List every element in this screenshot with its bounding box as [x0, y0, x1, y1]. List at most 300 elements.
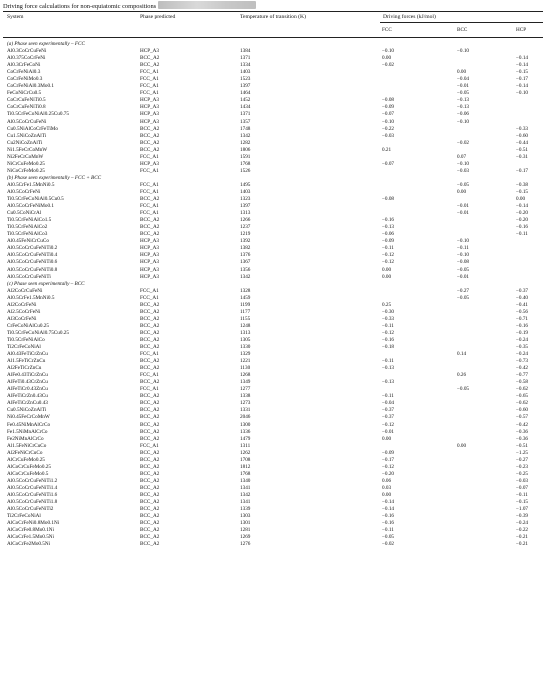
temperature-cell: 1812	[240, 463, 251, 470]
table-row	[0, 351, 551, 358]
phase-cell: BCC_A2	[140, 527, 160, 534]
hcp-cell: −0.33	[516, 125, 529, 132]
phase-cell: HCP_A3	[140, 245, 160, 252]
header-phase: Phase predicted	[140, 14, 176, 20]
phase-cell: BCC_A2	[140, 492, 160, 498]
temperature-cell: 1479	[240, 435, 251, 442]
phase-cell: BCC_A2	[140, 470, 160, 477]
system-cell: Ni2FeCrCoMnW	[7, 153, 44, 160]
temperature-cell: 1329	[240, 351, 251, 358]
table-row	[0, 288, 551, 295]
table-row	[0, 238, 551, 245]
table-caption	[3, 1, 256, 10]
table-row	[0, 316, 551, 323]
table-row	[0, 513, 551, 520]
system-cell: CoCrFeNiAl0.3	[7, 69, 41, 76]
phase-cell: BCC_A2	[140, 407, 160, 414]
phase-cell: BCC_A2	[140, 484, 160, 491]
table-row	[0, 471, 551, 478]
temperature-cell: 1376	[240, 252, 251, 259]
table-row	[0, 422, 551, 429]
phase-cell: HCP_A3	[140, 104, 160, 111]
bcc-cell: −0.05	[457, 386, 470, 393]
fcc-cell: −0.33	[382, 315, 395, 322]
phase-cell: BCC_A2	[140, 365, 160, 372]
system-cell: Al2CoCrCuFeNi	[7, 287, 43, 294]
temperature-cell: 1526	[240, 167, 251, 174]
fcc-cell: 0.03	[382, 484, 392, 491]
table-row	[0, 541, 551, 548]
phase-cell: FCC_A1	[140, 386, 159, 393]
temperature-cell: 1464	[240, 90, 251, 97]
hcp-cell: −0.40	[516, 294, 529, 301]
phase-cell: FCC_A1	[140, 181, 159, 188]
bcc-cell: −0.01	[457, 83, 470, 90]
table-row	[0, 457, 551, 464]
driving-forces-rule	[380, 22, 543, 23]
table-row	[0, 386, 551, 393]
table-row	[0, 168, 551, 175]
system-cell: Al2.5CoCrFeNi	[7, 308, 41, 315]
system-cell: Ti0.5CrFeCoNiAl0.75Cu0.25	[7, 329, 69, 336]
hcp-cell: 0.00	[516, 196, 526, 203]
phase-cell: FCC_A1	[140, 76, 159, 83]
temperature-cell: 1305	[240, 336, 251, 343]
hcp-cell: −0.23	[516, 463, 529, 470]
temperature-cell: 1341	[240, 484, 251, 491]
table-row	[0, 429, 551, 436]
fcc-cell: −0.16	[382, 520, 395, 527]
system-cell: CoCrFeNiMo0.3	[7, 76, 43, 83]
hcp-cell: −0.51	[516, 442, 529, 449]
system-cell: AlCoCrFe0.8Mo0.1Ni	[7, 527, 54, 534]
temperature-cell: 1434	[240, 104, 251, 111]
table-row	[0, 407, 551, 414]
phase-cell: FCC_A1	[140, 167, 159, 174]
hcp-cell: −0.36	[516, 428, 529, 435]
table-row	[0, 365, 551, 372]
hcp-cell: −0.15	[516, 69, 529, 76]
hcp-cell: −0.14	[516, 62, 529, 69]
header-driving-forces: Driving forces (kJ/mol)	[383, 14, 436, 20]
temperature-cell: 1367	[240, 259, 251, 266]
hcp-cell: −0.22	[516, 527, 529, 534]
phase-cell: FCC_A1	[140, 287, 159, 294]
phase-cell: HCP_A3	[140, 97, 160, 104]
table-row	[0, 154, 551, 161]
system-cell: Al0.5CoCrCuFeNi	[7, 118, 47, 125]
hcp-cell: −0.36	[516, 435, 529, 442]
bcc-cell: 0.26	[457, 372, 467, 379]
phase-cell: HCP_A3	[140, 238, 160, 245]
section-heading: (a) Phase seen experimentally – FCC	[7, 41, 85, 47]
phase-cell: BCC_A2	[140, 534, 160, 541]
hcp-cell: −0.07	[516, 484, 529, 491]
fcc-cell: 0.00	[382, 492, 392, 498]
hcp-cell: −0.42	[516, 421, 529, 428]
system-cell: AlCoCrFe1.5Mo0.5Ni	[7, 534, 54, 541]
system-cell: AlFe0.43TiCrZnCu	[7, 372, 48, 379]
phase-cell: BCC_A2	[140, 463, 160, 470]
temperature-cell: 1748	[240, 125, 251, 132]
table-row	[0, 379, 551, 386]
system-cell: CoCrCuFeNiTi0.5	[7, 97, 46, 104]
system-cell: Fe2NiMnAlCrCo	[7, 435, 44, 442]
temperature-cell: 1311	[240, 442, 251, 449]
phase-cell: BCC_A2	[140, 520, 160, 527]
hcp-cell: −0.62	[516, 386, 529, 393]
table-row	[0, 252, 551, 259]
hcp-cell: −1.25	[516, 449, 529, 456]
table-row	[0, 464, 551, 471]
table-row	[0, 133, 551, 140]
phase-cell: BCC_A2	[140, 132, 160, 139]
system-cell: Ti0.5CrFeNiAlCo2	[7, 224, 48, 231]
table-row	[0, 267, 551, 274]
table-row	[0, 83, 551, 90]
temperature-cell: 2046	[240, 414, 251, 421]
phase-cell: BCC_A2	[140, 456, 160, 463]
fcc-cell: 0.00	[382, 435, 392, 442]
table-row	[0, 147, 551, 154]
system-cell: Al0.45FeNiCrCuCo	[7, 238, 49, 245]
temperature-cell: 1313	[240, 329, 251, 336]
temperature-cell: 1342	[240, 273, 251, 280]
bcc-cell: −0.06	[457, 111, 470, 118]
table-row	[0, 330, 551, 337]
phase-cell: BCC_A2	[140, 308, 160, 315]
table-row	[0, 478, 551, 485]
phase-cell: HCP_A3	[140, 252, 160, 259]
fcc-cell: −0.14	[382, 499, 395, 506]
hcp-cell: −1.07	[516, 506, 529, 513]
table-row	[0, 436, 551, 443]
hcp-cell: −0.19	[516, 329, 529, 336]
temperature-cell: 1768	[240, 160, 251, 167]
table-row	[0, 90, 551, 97]
temperature-cell: 1313	[240, 210, 251, 217]
temperature-cell: 1273	[240, 400, 251, 407]
bcc-cell: −0.13	[457, 104, 470, 111]
fcc-cell: −0.10	[382, 48, 395, 55]
table-row	[0, 358, 551, 365]
phase-cell: BCC_A2	[140, 146, 160, 153]
hcp-cell: −0.14	[516, 83, 529, 90]
bcc-cell: 0.00	[457, 188, 467, 195]
system-cell: Al2CoCrFeNi	[7, 301, 37, 308]
bcc-cell: −0.05	[457, 181, 470, 188]
fcc-cell: −0.12	[382, 252, 395, 259]
bcc-cell: 0.00	[457, 69, 467, 76]
table-row	[0, 119, 551, 126]
bcc-cell: −0.11	[457, 245, 469, 252]
phase-cell: HCP_A3	[140, 118, 160, 125]
phase-cell: FCC_A1	[140, 83, 159, 90]
system-cell: Al0.5CoCrCuFeNiTi1.8	[7, 499, 58, 506]
hcp-cell: −0.15	[516, 499, 529, 506]
phase-cell: HCP_A3	[140, 48, 160, 55]
table-row	[0, 161, 551, 168]
fcc-cell: −0.04	[382, 400, 395, 407]
hcp-cell: −0.24	[516, 351, 529, 358]
table-row	[0, 372, 551, 379]
table-row	[0, 48, 551, 55]
temperature-cell: 1336	[240, 428, 251, 435]
hcp-cell: −0.57	[516, 414, 529, 421]
phase-cell: FCC_A1	[140, 294, 159, 301]
bcc-cell: −0.01	[457, 210, 470, 217]
temperature-cell: 1130	[240, 365, 251, 372]
system-cell: Al0.5CoCrCuFeNiTi	[7, 273, 51, 280]
hcp-cell: −0.37	[516, 287, 529, 294]
table-row	[0, 69, 551, 76]
hcp-cell: −0.25	[516, 470, 529, 477]
temperature-cell: 1768	[240, 470, 251, 477]
temperature-cell: 1199	[240, 301, 251, 308]
system-cell: Al0.5CoCrCuFeNiTi0.2	[7, 245, 58, 252]
fcc-cell: −0.13	[382, 379, 395, 386]
header-bcc: BCC	[457, 27, 468, 33]
table-row	[0, 217, 551, 224]
fcc-cell: −0.11	[382, 245, 394, 252]
system-cell: AlFeTi0.43CrZnCu	[7, 379, 48, 386]
temperature-cell: 1339	[240, 506, 251, 513]
phase-cell: BCC_A2	[140, 513, 160, 520]
phase-cell: BCC_A2	[140, 322, 160, 329]
temperature-cell: 1266	[240, 217, 251, 224]
table-row	[0, 309, 551, 316]
bcc-cell: 0.07	[457, 153, 467, 160]
temperature-cell: 1452	[240, 97, 251, 104]
fcc-cell: −0.03	[382, 132, 395, 139]
temperature-cell: 1397	[240, 203, 251, 210]
system-cell: Al0.5CoCrCuFeNiTi1.4	[7, 484, 58, 491]
temperature-cell: 1221	[240, 358, 251, 365]
temperature-cell: 1276	[240, 541, 251, 548]
phase-cell: HCP_A3	[140, 259, 160, 266]
table-row	[0, 400, 551, 407]
table-row	[0, 231, 551, 238]
table-row	[0, 344, 551, 351]
table-row	[0, 189, 551, 196]
hcp-cell: −0.11	[516, 231, 528, 238]
phase-cell: FCC_A1	[140, 351, 159, 358]
phase-cell: BCC_A2	[140, 336, 160, 343]
hcp-cell: −0.31	[516, 153, 529, 160]
system-cell: Cu0.5NiCoZnAlTi	[7, 407, 47, 414]
fcc-cell: −0.02	[382, 541, 395, 548]
table-row	[0, 97, 551, 104]
temperature-cell: 1806	[240, 146, 251, 153]
temperature-cell: 1591	[240, 153, 251, 160]
table-row	[0, 527, 551, 534]
system-cell: CoCrFeNiAl0.3Mo0.1	[7, 83, 54, 90]
hcp-cell: −0.27	[516, 456, 529, 463]
header-bottom-rule	[3, 37, 543, 38]
hcp-cell: −0.24	[516, 520, 529, 527]
bcc-cell: −0.10	[457, 238, 470, 245]
phase-cell: BCC_A2	[140, 55, 160, 62]
fcc-cell: −0.30	[382, 308, 395, 315]
fcc-cell: 0.06	[382, 477, 392, 484]
system-cell: Al0.3CoCrCuFeNi	[7, 48, 47, 55]
temperature-cell: 1281	[240, 527, 251, 534]
section-heading: (c) Phase seen experimentally – BCC	[7, 280, 85, 287]
system-cell: Ti0.5CrFeCoNiAl0.5Cu0.5	[7, 196, 64, 203]
fcc-cell: 0.00	[382, 273, 392, 280]
system-cell: Cu0.5NiAlCoCrFeTiMo	[7, 125, 58, 132]
system-cell: CoCrCuFeNiTi0.8	[7, 104, 46, 111]
bcc-cell: −0.05	[457, 90, 470, 97]
table-row	[0, 323, 551, 330]
hcp-cell: −0.60	[516, 407, 529, 414]
fcc-cell: −0.16	[382, 336, 395, 343]
phase-cell: BCC_A2	[140, 449, 160, 456]
system-cell: AlFeTiCr0.43ZnCu	[7, 386, 48, 393]
phase-cell: FCC_A1	[140, 442, 159, 449]
fcc-cell: −0.20	[382, 470, 395, 477]
system-cell: Ni1.5FeCrCoMnW	[7, 146, 48, 153]
bcc-cell: −0.01	[457, 273, 470, 280]
temperature-cell: 1268	[240, 372, 251, 379]
phase-cell: FCC_A1	[140, 210, 159, 217]
hcp-cell: −0.38	[516, 181, 529, 188]
temperature-cell: 1382	[240, 245, 251, 252]
hcp-cell: −0.58	[516, 379, 529, 386]
header-fcc: FCC	[382, 27, 392, 33]
temperature-cell: 1459	[240, 294, 251, 301]
bcc-cell: −0.04	[457, 76, 470, 83]
phase-cell: HCP_A3	[140, 273, 160, 280]
system-cell: Fe1.5NiMnAlCrCo	[7, 428, 48, 435]
hcp-cell: −0.51	[516, 146, 529, 153]
table-row	[0, 450, 551, 457]
system-cell: Ti0.5CrFeNiAlCo3	[7, 231, 48, 238]
temperature-cell: 1219	[240, 231, 251, 238]
hcp-cell: −0.24	[516, 336, 529, 343]
temperature-cell: 1342	[240, 492, 251, 498]
phase-cell: BCC_A2	[140, 421, 160, 428]
temperature-cell: 1403	[240, 69, 251, 76]
phase-cell: BCC_A2	[140, 499, 160, 506]
table-row	[0, 182, 551, 189]
hcp-cell: −0.14	[516, 203, 529, 210]
table-row	[0, 245, 551, 252]
fcc-cell: −0.11	[382, 322, 394, 329]
system-cell: Al0.3CrFeCoNi	[7, 62, 41, 69]
temperature-cell: 1403	[240, 188, 251, 195]
table-row	[0, 196, 551, 203]
table-row	[0, 76, 551, 83]
temperature-cell: 1495	[240, 181, 251, 188]
table-row	[0, 274, 551, 281]
system-cell: Ti0.5CrFeNiAlCo	[7, 336, 45, 343]
temperature-cell: 1248	[240, 322, 251, 329]
temperature-cell: 1371	[240, 55, 251, 62]
fcc-cell: 0.00	[382, 266, 392, 273]
bcc-cell: −0.08	[457, 259, 470, 266]
hcp-cell: −0.14	[516, 55, 529, 62]
hcp-cell: −0.77	[516, 372, 529, 379]
phase-cell: FCC_A1	[140, 69, 159, 76]
phase-cell: HCP_A3	[140, 266, 160, 273]
temperature-cell: 1277	[240, 386, 251, 393]
hcp-cell: −0.20	[516, 210, 529, 217]
phase-cell: HCP_A3	[140, 160, 160, 167]
hcp-cell: −0.21	[516, 534, 529, 541]
header-system: System	[7, 14, 24, 20]
table-row	[0, 485, 551, 492]
hcp-cell: −0.03	[516, 477, 529, 484]
phase-cell: BCC_A2	[140, 393, 160, 400]
system-cell: AlCoCrCuFeMo0.25	[7, 463, 51, 470]
system-cell: Al3CoCrFeNi	[7, 315, 37, 322]
temperature-cell: 1323	[240, 196, 251, 203]
phase-cell: BCC_A2	[140, 224, 160, 231]
hcp-cell: −0.16	[516, 224, 529, 231]
header-temperature: Temperature of transition (K)	[240, 14, 306, 20]
phase-cell: BCC_A2	[140, 506, 160, 513]
temperature-cell: 1338	[240, 393, 251, 400]
system-cell: AlCoCrFe2Mo0.5Ni	[7, 541, 51, 548]
hcp-cell: −0.56	[516, 308, 529, 315]
fcc-cell: −0.07	[382, 160, 395, 167]
phase-cell: BCC_A2	[140, 414, 160, 421]
phase-cell: FCC_A1	[140, 153, 159, 160]
bcc-cell: −0.13	[457, 97, 470, 104]
table-row	[0, 210, 551, 217]
hcp-cell: −0.41	[516, 301, 529, 308]
table-row	[0, 104, 551, 111]
phase-cell: BCC_A2	[140, 428, 160, 435]
fcc-cell: −0.16	[382, 217, 395, 224]
bcc-cell: −0.02	[457, 139, 470, 146]
system-cell: Al0.43FeTiCrZnCu	[7, 351, 48, 358]
bcc-cell: −0.10	[457, 48, 470, 55]
system-cell: Al0.375CoCrFeNi	[7, 55, 46, 62]
system-cell: AlCrCuFeMo0.25	[7, 456, 45, 463]
system-cell: AlFeTiCrZnCu0.43	[7, 400, 48, 407]
table-row	[0, 140, 551, 147]
fcc-cell: −0.12	[382, 421, 395, 428]
phase-cell: BCC_A2	[140, 315, 160, 322]
phase-cell: BCC_A2	[140, 125, 160, 132]
temperature-cell: 1300	[240, 421, 251, 428]
temperature-cell: 1371	[240, 111, 251, 118]
bcc-cell: −0.05	[457, 266, 470, 273]
caption-obscured-region	[158, 1, 256, 9]
phase-cell: BCC_A2	[140, 217, 160, 224]
fcc-cell: −0.17	[382, 456, 395, 463]
caption-text: Driving force calculations for non-equiatomic compositions	[3, 3, 157, 10]
table-row	[0, 62, 551, 69]
system-cell: NiCrCuFeMo0.25	[7, 160, 45, 167]
header-hcp: HCP	[516, 27, 527, 33]
temperature-cell: 1334	[240, 62, 251, 69]
phase-cell: BCC_A2	[140, 477, 160, 484]
fcc-cell: −0.10	[382, 118, 395, 125]
fcc-cell: −0.11	[382, 527, 394, 534]
temperature-cell: 1397	[240, 83, 251, 90]
table-row	[0, 203, 551, 210]
bcc-cell: −0.10	[457, 160, 470, 167]
hcp-cell: −0.39	[516, 513, 529, 520]
temperature-cell: 1384	[240, 48, 251, 55]
system-cell: Ti0.5CrFeCoNiAl0.25Cu0.75	[7, 111, 69, 118]
bcc-cell: −0.10	[457, 252, 470, 259]
hcp-cell: −0.35	[516, 344, 529, 351]
temperature-cell: 1155	[240, 315, 251, 322]
